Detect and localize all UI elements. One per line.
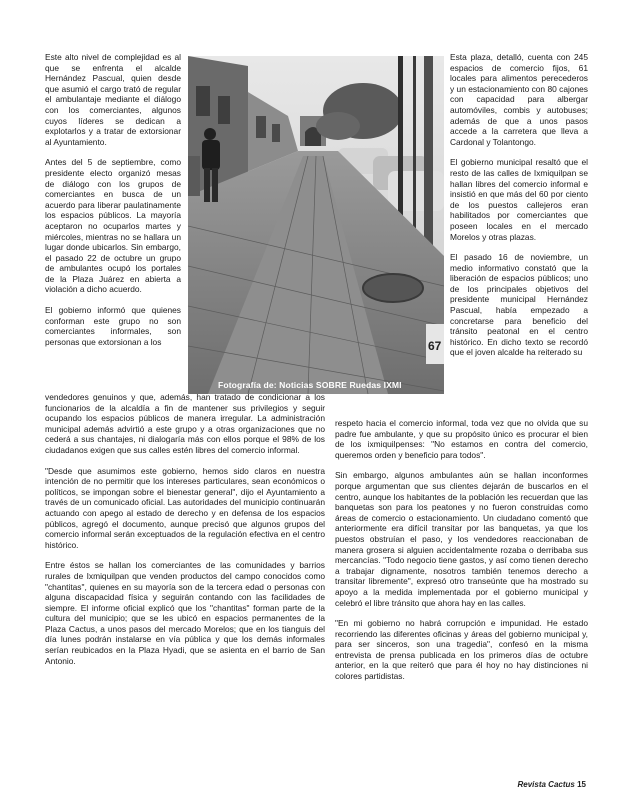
column-left-bottom [45, 392, 325, 676]
column-left-top [45, 52, 181, 357]
paragraph: Esta plaza, detalló, cuenta con 245 espacios de comercio fijos, 61 locales para alimentos perecederos y un estacionamiento con 80 cajones con capacidad para albergar automóviles, combis y autobuses; además de que a unos pasos accede a la carretera que lleva a Cardonal y Tolantongo. [450, 52, 588, 147]
paragraph: El gobierno municipal resaltó que el resto de las calles de Ixmiquilpan se hallan libres del comercio informal e insistió en que más del 60 por ciento de los puestos callejeros eran habilitados por comerciantes que poseen locales en el mercado Morelos y otras plazas. [450, 157, 588, 242]
column-right-top [450, 52, 588, 368]
paragraph: Entre éstos se hallan los comerciantes de las comunidades y barrios rurales de Ixmiquilpan que venden productos del campo conocidos como "chantitas", quienes en su mayoría son de la tercera edad o personas con alguna discapacidad física y seguirán contando con las facilidades de siempre. El informe oficial explicó que los "chantitas" forman parte de la cultura del municipio; que se les ubicó en espacios permanentes de la Plaza Cactus, a unos pasos del mercado Morelos; que en los tianguis del día lunes podrán instalarse en vía pública y que los demás informales serían reubicados en la Plaza Hyadi, que se asienta en el barrio de San Antonio. [45, 560, 325, 666]
paragraph: Sin embargo, algunos ambulantes aún se hallan inconformes porque argumentan que sus clientes dejarán de buscarlos en el centro, aunque los habitantes de la población les recuerdan que las banquetas son para los peatones y no fueron construidas como áreas de comercio o estacionamiento. Un ciudadano comentó que anteriormente era difícil transitar por las banquetas, ya que los puestos obstruían el paso, y los vendedores reaccionaban de manera grosera si alguien accidentalmente rozaba o derribaba sus mercancías. "Todo negocio tiene gastos, y así como tienen derecho a trabajar dignamente, nosotros también tenemos derecho a transitar libremente", expresó otro transeúnte que ha mostrado su apoyo a la medida implementada por el gobierno municipal y celebró el libre tránsito que ahora hay en las calles. [335, 470, 588, 608]
paragraph: "Desde que asumimos este gobierno, hemos sido claros en nuestra intención de no permitir que los intereses particulares, sean económicos o políticos, se impongan sobre el bienestar general", dijo el Ayuntamiento a través de un comunicado oficial. Las autoridades del municipio continuarán actuando con apego al estado de derecho y en defensa de los espacios públicos, agregó el documento, aunque precisó que algunos grupos del comercio informal serán exceptuados de la regulación efectiva en el centro histórico. [45, 465, 325, 550]
paragraph: Antes del 5 de septiembre, como presidente electo organizó mesas de diálogo con los grupos de comerciantes en busca de un acuerdo para liberar paulatinamente los espacios públicos. La mayoría aceptaron no ocuparlos martes y miércoles, mientras no se hallara un lugar donde ubicarlos. Sin embargo, el pasado 22 de octubre un grupo de ambulantes ocupó los portales de la Plaza Juárez en abierta a violación a dicho acuerdo. [45, 157, 181, 295]
street-photo [188, 56, 444, 394]
paragraph: "En mi gobierno no habrá corrupción e impunidad. He estado recorriendo las diferentes oficinas y áreas del gobierno municipal y, para ser sinceros, son una tragedia", confesó en la misma entrevista de prensa publicada en los primeros días de octubre anterior, en la que reiteró que para él hoy no hay distinciones ni colores partidistas. [335, 618, 588, 682]
paragraph: El gobierno informó que quienes conforman este grupo no son comerciantes informales, son personas que extorsionan a los [45, 305, 181, 347]
paragraph: vendedores genuinos y que, además, han tratado de condicionar a los funcionarios de la alcaldía a fin de mantener sus privilegios y seguir ocupando los espacios públicos de manera irregular. La administración municipal además advirtió a este grupo y a otras organizaciones que no cederá a sus chantajes, ni dialogaría más con ellos porque el 98% de los ciudadanos exigen que sus calles estén libres del comercio informal. [45, 392, 325, 455]
paragraph: El pasado 16 de noviembre, un medio informativo constató que la liberación de espacios públicos; uno de los principales objetivos del presidente municipal Hernández Pascual, había empezado a concretarse para beneficio del tránsito peatonal en el centro histórico. En dicho texto se recordó que el joven alcalde ha reiterado su [450, 252, 588, 358]
column-right-bottom [335, 418, 588, 692]
photo-credit: Fotografía de: Noticias SOBRE Ruedas IXMI [218, 380, 402, 390]
magazine-name: Revista Cactus [517, 780, 575, 789]
paragraph: Este alto nivel de complejidad es al que se enfrenta el alcalde Hernández Pascual, quien desde que asumió el cargo trató de regular el ambulantaje mediante el diálogo con los comerciantes, algunos cuyos líderes se dedican a explotarlos y a tratar de extorsionar al Ayuntamiento. [45, 52, 181, 147]
page-number: 15 [577, 780, 586, 789]
page-footer [518, 780, 587, 789]
pole-sign-number: 67 [428, 339, 442, 353]
street-scene-illustration [188, 56, 444, 394]
paragraph: respeto hacia el comercio informal, toda vez que no olvida que su padre fue ambulante, y que su propósito único es procurar el bien de los ixmiquilpenses: "No estamos en contra del comercio, queremos orden y beneficio para todos". [335, 418, 588, 460]
